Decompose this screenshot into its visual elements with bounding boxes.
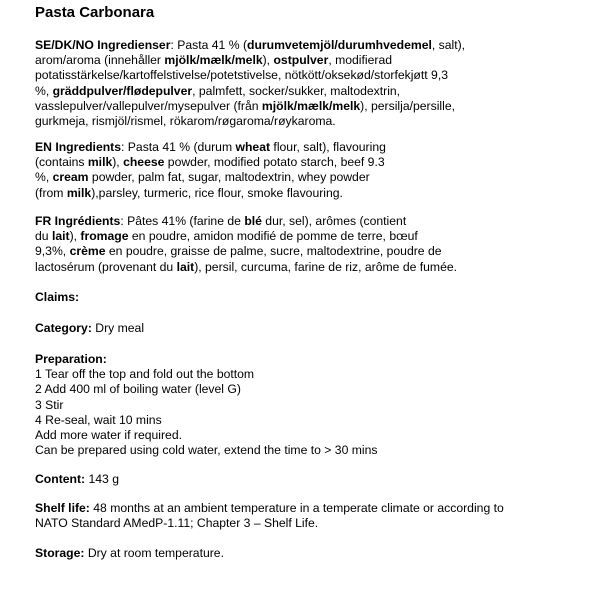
allergen: gräddpulver/flødepulver: [52, 83, 193, 98]
text-run: ),parsley, turmeric, rice flour, smoke flavouring.: [91, 185, 343, 200]
text-run: en poudre, graisse de palme, sucre, maltodextrine, poudre de: [105, 244, 442, 259]
text-run: ),: [69, 229, 81, 244]
preparation-label: Preparation:: [35, 352, 107, 366]
category-label: Category:: [35, 321, 92, 335]
text-run: (from: [35, 185, 67, 200]
content-value: 143 g: [85, 472, 119, 486]
text-run: flour, salt), flavouring: [270, 140, 386, 154]
preparation-note: Can be prepared using cold water, extend the time to > 30 mins: [35, 443, 378, 458]
text-run: lactosérum (provenant du: [35, 259, 177, 274]
allergen: ostpulver: [273, 53, 329, 68]
preparation-step: 2 Add 400 ml of boiling water (level G): [35, 382, 241, 397]
text-run: 9,3%,: [35, 244, 70, 259]
preparation-section: [35, 352, 575, 458]
allergen: blé: [244, 214, 262, 228]
category-line: [35, 321, 575, 336]
shelf-life-section: [35, 501, 575, 531]
en-label: EN Ingredients: [35, 140, 122, 154]
text-run: arom/aroma (innehåller: [35, 53, 165, 68]
text-run: powder, palm fat, sugar, maltodextrin, whey powder: [88, 170, 370, 185]
text-run: du: [35, 229, 52, 244]
preparation-step: 1 Tear off the top and fold out the bottom: [35, 367, 255, 382]
text-run: ),: [262, 53, 274, 68]
text-run: powder, modified potato starch, beef 9.3: [164, 155, 385, 170]
text-run: , salt),: [431, 38, 466, 52]
text-run: %,: [35, 83, 53, 98]
en-ingredients: [35, 140, 575, 201]
text-run: : Pasta 41 % (: [170, 38, 247, 52]
allergen: lait: [51, 229, 70, 244]
shelf-life-label: Shelf life:: [35, 501, 90, 515]
storage-label: Storage:: [35, 546, 85, 560]
shelf-life-text: NATO Standard AMedP-1.11; Chapter 3 – Shelf Life.: [35, 516, 319, 531]
content-line: [35, 472, 575, 487]
allergen: durumvetemjöl/durumhvedemel: [247, 38, 432, 52]
text-run: vasslepulver/vallepulver/mysepulver (från: [35, 98, 262, 113]
text-run: ), persil, curcuma, farine de riz, arôme de fumée.: [194, 259, 458, 274]
allergen: crème: [69, 244, 106, 259]
allergen: milk: [66, 185, 92, 200]
text-run: gurkmeja, rismjöl/rismel, rökarom/røgaroma/røykaroma.: [35, 114, 336, 129]
preparation-step: 3 Stir: [35, 397, 64, 412]
storage-line: [35, 546, 575, 561]
page-title: Pasta Carbonara: [35, 4, 155, 21]
content-label: Content:: [35, 472, 86, 486]
allergen: cream: [52, 170, 89, 185]
se-dk-no-label: SE/DK/NO Ingredienser: [35, 38, 171, 52]
text-run: (contains: [35, 155, 88, 170]
allergen: wheat: [235, 140, 271, 154]
fr-label: FR Ingrédients: [35, 214, 121, 228]
claims-label: Claims:: [35, 290, 80, 304]
preparation-step: 4 Re-seal, wait 10 mins: [35, 412, 162, 427]
allergen: cheese: [123, 155, 165, 170]
preparation-note: Add more water if required.: [35, 428, 182, 443]
text-run: ), persilja/persille,: [360, 98, 455, 113]
storage-value: Dry at room temperature.: [84, 546, 224, 560]
text-run: , palmfett, socker/sukker, maltodextrin,: [192, 83, 401, 98]
shelf-life-text: 48 months at an ambient temperature in a temperate climate or according to: [89, 501, 504, 515]
allergen: lait: [176, 259, 195, 274]
text-run: , modifierad: [328, 53, 393, 68]
fr-ingredients: [35, 214, 575, 275]
allergen: milk: [87, 155, 113, 170]
se-dk-no-ingredients: [35, 38, 575, 129]
text-run: potatisstärkelse/kartoffelstivelse/potetstivelse, nötkött/oksekød/storfekjøtt 9,3: [35, 68, 448, 83]
allergen: mjölk/mælk/melk: [164, 53, 263, 68]
claims-heading: [35, 290, 575, 305]
text-run: %,: [35, 170, 53, 185]
allergen: fromage: [80, 229, 129, 244]
text-run: ),: [112, 155, 124, 170]
text-run: : Pasta 41 % (durum: [121, 140, 236, 154]
text-run: : Pâtes 41% (farine de: [120, 214, 245, 228]
text-run: dur, sel), arômes (contient: [261, 214, 407, 228]
allergen: mjölk/mælk/melk: [261, 98, 361, 113]
category-value: Dry meal: [91, 321, 145, 335]
text-run: en poudre, amidon modifié de pomme de terre, bœuf: [128, 229, 418, 244]
